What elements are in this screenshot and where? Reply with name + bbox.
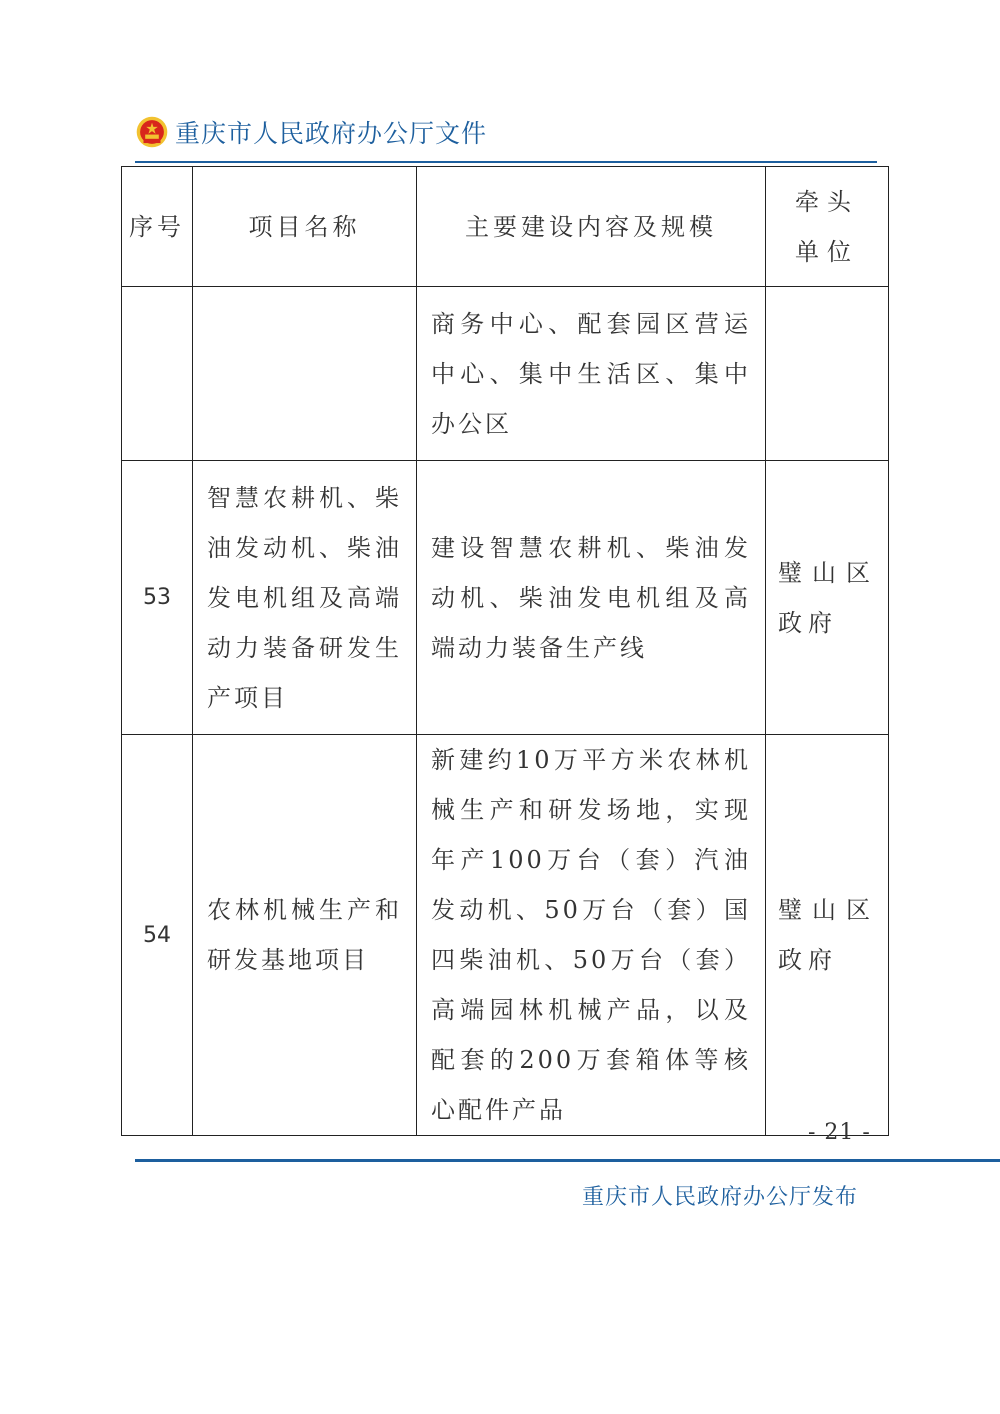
cell-name: 农林机械生产和研发基地项目 [193, 735, 417, 1136]
table-header-row [122, 167, 889, 287]
table-row [122, 461, 889, 735]
national-emblem-icon [135, 115, 169, 149]
column-header-unit: 牵头单位 [766, 167, 889, 287]
page-number: - 21 - [808, 1120, 871, 1145]
header-divider [135, 161, 877, 163]
cell-no: 54 [122, 735, 193, 1136]
table-row [122, 287, 889, 461]
footer-divider [135, 1159, 1000, 1162]
cell-name: 智慧农耕机、柴油发动机、柴油发电机组及高端动力装备研发生产项目 [193, 461, 417, 735]
column-header-content: 主要建设内容及规模 [417, 167, 766, 287]
cell-unit [766, 287, 889, 461]
footer-publisher: 重庆市人民政府办公厅发布 [582, 1185, 859, 1210]
header-title: 重庆市人民政府办公厅文件 [175, 119, 488, 148]
cell-content: 新建约10万平方米农林机械生产和研发场地，实现年产100万台（套）汽油发动机、50万台（套）国四柴油机、50万台（套）高端园林机械产品，以及配套的200万套箱体等核心配件产品 [417, 735, 766, 1136]
table-row [122, 735, 889, 1136]
cell-content: 建设智慧农耕机、柴油发动机、柴油发电机组及高端动力装备生产线 [417, 461, 766, 735]
cell-unit: 璧山区政府 [766, 735, 889, 1136]
cell-unit: 璧山区政府 [766, 461, 889, 735]
cell-name [193, 287, 417, 461]
cell-content: 商务中心、配套园区营运中心、集中生活区、集中办公区 [417, 287, 766, 461]
column-header-name: 项目名称 [193, 167, 417, 287]
project-table [121, 166, 889, 1136]
cell-no [122, 287, 193, 461]
column-header-no: 序号 [122, 167, 193, 287]
document-header [135, 112, 487, 152]
cell-no: 53 [122, 461, 193, 735]
